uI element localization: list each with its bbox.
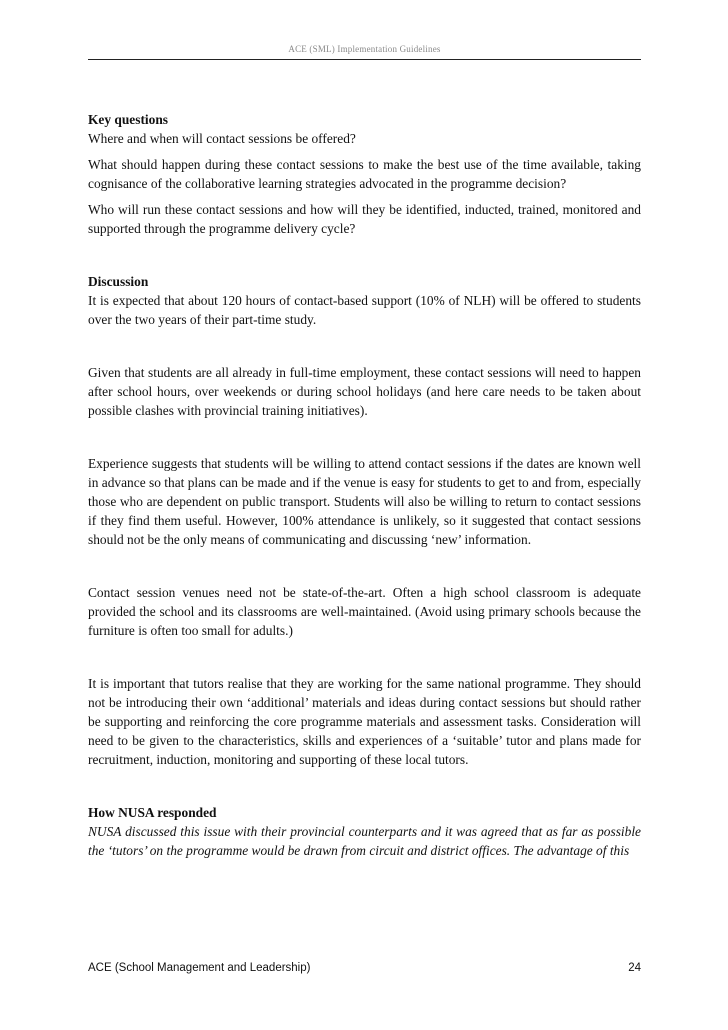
discussion-heading: Discussion: [88, 274, 149, 289]
page-number: 24: [628, 962, 641, 974]
key-question-3: Who will run these contact sessions and how will they be identified, inducted, trained, monitored and supported through the programme delivery cycle?: [88, 202, 641, 236]
running-header: ACE (SML) Implementation Guidelines: [288, 44, 441, 54]
key-questions-section: [88, 110, 641, 238]
key-question-2: What should happen during these contact sessions to make the best use of the time available, taking cognisance of the collaborative learning strategies advocated in the programme decision?: [88, 157, 641, 191]
nusa-response-heading: How NUSA responded: [88, 805, 217, 820]
discussion-section: [88, 272, 641, 769]
footer-program-name: ACE (School Management and Leadership): [88, 962, 311, 974]
discussion-paragraph-3: Experience suggests that students will be willing to attend contact sessions if the dates are known well in advance so that plans can be made and if the venue is easy for students to get to and from, especially those who are dependent on public transport. Students will also be willing to return to contact sessions if they find them useful. However, 100% attendance is unlikely, so it suggested that contact sessions should not be the only means of communicating and discussing ‘new’ information.: [88, 456, 641, 547]
key-questions-heading: Key questions: [88, 112, 168, 127]
discussion-paragraph-4: Contact session venues need not be state-of-the-art. Often a high school classroom is adequate provided the school and its classrooms are well-maintained. (Avoid using primary schools because the furniture is often too small for adults.): [88, 585, 641, 638]
header-rule: [88, 59, 641, 60]
nusa-response-section: [88, 803, 641, 860]
discussion-paragraph-1: It is expected that about 120 hours of contact-based support (10% of NLH) will be offered to students over the two years of their part-time study.: [88, 293, 641, 327]
page-body: [88, 110, 641, 860]
discussion-paragraph-5: It is important that tutors realise that they are working for the same national programme. They should not be introducing their own ‘additional’ materials and ideas during contact sessions but should rather be supporting and reinforcing the core programme materials and assessment tasks. Consideration will need to be given to the characteristics, skills and experiences of a ‘suitable’ tutor and plans made for recruitment, induction, monitoring and supporting of these local tutors.: [88, 676, 641, 767]
discussion-paragraph-2: Given that students are all already in full-time employment, these contact sessions will need to happen after school hours, over weekends or during school holidays (and here care needs to be taken about possible clashes with provincial training initiatives).: [88, 365, 641, 418]
nusa-response-paragraph-1: NUSA discussed this issue with their provincial counterparts and it was agreed that as far as possible the ‘tutors’ on the programme would be drawn from circuit and district offices. The advantage of this: [88, 824, 641, 858]
key-question-1: Where and when will contact sessions be offered?: [88, 131, 356, 146]
